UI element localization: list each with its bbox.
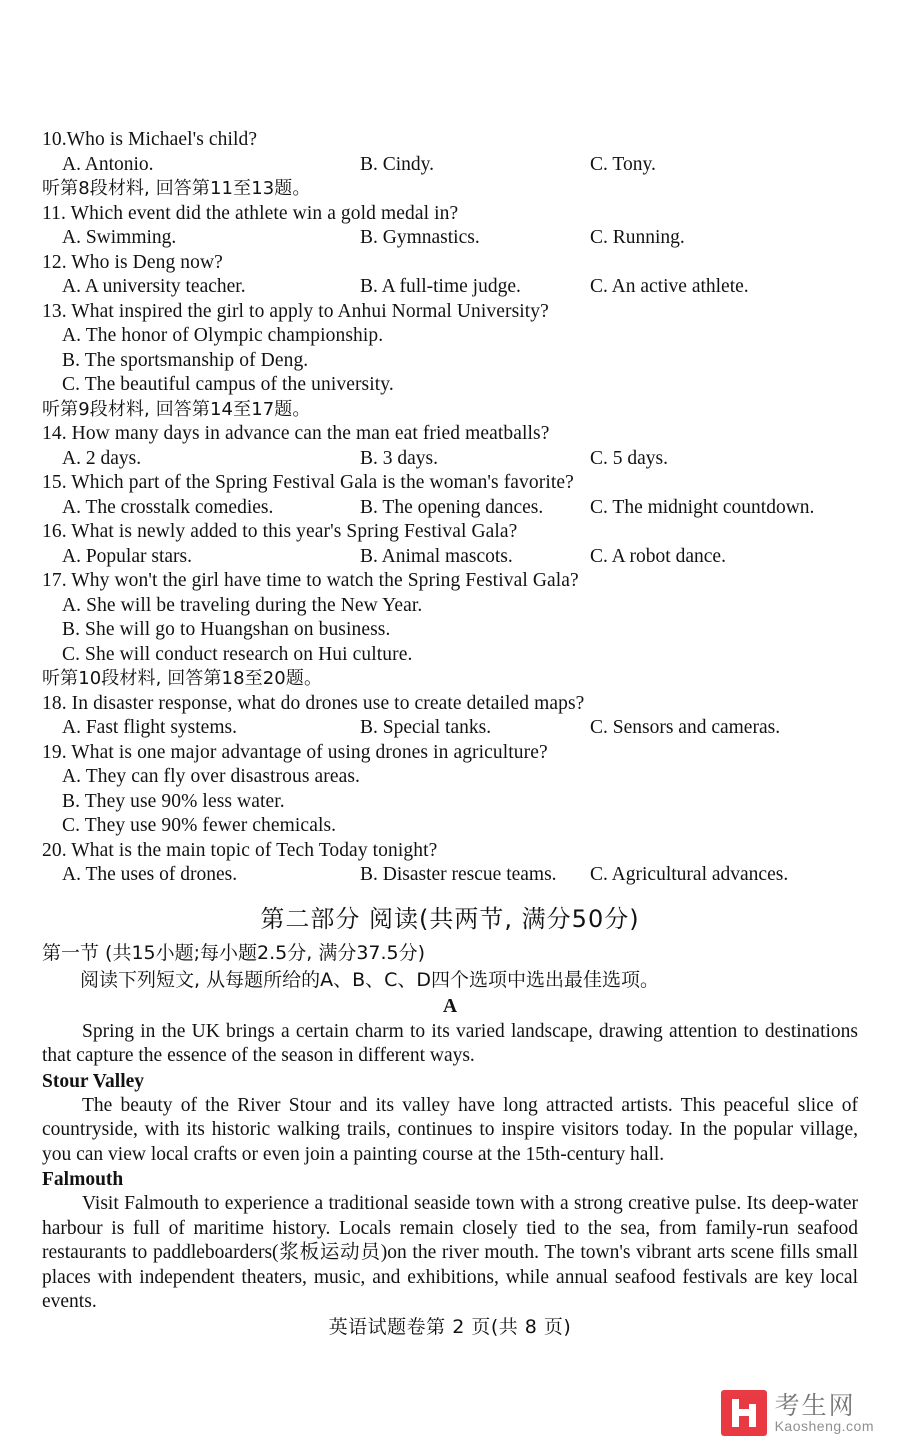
- option-a[interactable]: A. 2 days.: [62, 447, 142, 469]
- option-b[interactable]: B. Cindy.: [360, 153, 435, 175]
- question-16-stem: 16. What is newly added to this year's Spring Festival Gala?: [42, 521, 518, 542]
- question-11-stem: 11. Which event did the athlete win a gold medal in?: [42, 202, 459, 224]
- falmouth-body: Visit Falmouth to experience a traditional seaside town with a strong creative pulse. Its deep-water harbour is full of maritime history. Locals remain closely tied to the sea, from family-run seafood restaurants to paddleboarders(浆板运动员)on the river mouth. The town's vibrant arts scene fills small places with independent theaters, music, and exhibitions, while annual seafood festivals are key local events.: [42, 1193, 858, 1312]
- option-c[interactable]: C. Tony.: [590, 153, 656, 175]
- question-19-option-a[interactable]: A. They can fly over disastrous areas.: [62, 766, 361, 787]
- reading-instruction: 阅读下列短文, 从每题所给的A、B、C、D四个选项中选出最佳选项。: [80, 968, 660, 991]
- option-b[interactable]: B. Animal mascots.: [360, 545, 513, 567]
- question-10-stem: 10.Who is Michael's child?: [42, 129, 258, 150]
- question-15-stem: 15. Which part of the Spring Festival Gala is the woman's favorite?: [42, 472, 574, 493]
- watermark-english-text: Kaosheng.com: [774, 1417, 874, 1434]
- question-16-options: [42, 545, 858, 570]
- option-c[interactable]: C. Sensors and cameras.: [590, 717, 781, 738]
- option-a[interactable]: A. The crosstalk comedies.: [62, 496, 274, 518]
- question-13-option-a[interactable]: A. The honor of Olympic championship.: [62, 325, 384, 346]
- option-a[interactable]: A. The uses of drones.: [62, 864, 238, 885]
- passage-letter-a: A: [442, 995, 458, 1017]
- listening-direction-8: 听第8段材料, 回答第11至13题。: [42, 178, 311, 199]
- watermark-chinese-text: 考生网: [774, 1390, 856, 1420]
- option-a[interactable]: A. A university teacher.: [62, 276, 246, 297]
- falmouth-heading: Falmouth: [42, 1169, 124, 1190]
- question-17-option-b[interactable]: B. She will go to Huangshan on business.: [62, 619, 391, 640]
- listening-direction-9: 听第9段材料, 回答第14至17题。: [42, 398, 311, 420]
- option-b[interactable]: B. The opening dances.: [360, 496, 544, 518]
- option-c[interactable]: C. The midnight countdown.: [590, 496, 815, 518]
- option-c[interactable]: C. An active athlete.: [590, 276, 749, 297]
- question-17-option-a[interactable]: A. She will be traveling during the New Year.: [62, 594, 423, 616]
- option-b[interactable]: B. A full-time judge.: [360, 276, 521, 297]
- question-17-stem: 17. Why won't the girl have time to watch the Spring Festival Gala?: [42, 570, 579, 591]
- question-12-stem: 12. Who is Deng now?: [42, 251, 223, 273]
- option-b[interactable]: B. 3 days.: [360, 447, 438, 469]
- page-footer: 英语试题卷第 2 页(共 8 页): [328, 1316, 572, 1338]
- question-11-options: [42, 226, 858, 251]
- question-10-options: [42, 153, 858, 178]
- question-19-stem: 19. What is one major advantage of using drones in agriculture?: [42, 741, 548, 763]
- stour-valley-body: The beauty of the River Stour and its valley have long attracted artists. This peaceful slice of countryside, with its historic walking trails, continues to inspire visitors today. In the popular village, you can view local crafts or even join a painting course at the 15th-century hall.: [42, 1094, 858, 1165]
- watermark-logo-icon: [721, 1390, 767, 1436]
- question-13-stem: 13. What inspired the girl to apply to Anhui Normal University?: [42, 300, 549, 322]
- question-19-option-c[interactable]: C. They use 90% fewer chemicals.: [62, 815, 337, 836]
- question-17-option-c[interactable]: C. She will conduct research on Hui culture.: [62, 643, 413, 665]
- option-c[interactable]: C. Agricultural advances.: [590, 864, 789, 885]
- passage-intro: Spring in the UK brings a certain charm to its varied landscape, drawing attention to destinations that capture the essence of the season in different ways.: [42, 1020, 858, 1066]
- stour-valley-heading: Stour Valley: [42, 1070, 145, 1092]
- option-b[interactable]: B. Gymnastics.: [360, 227, 480, 248]
- option-c[interactable]: C. 5 days.: [590, 447, 668, 469]
- question-13-option-b[interactable]: B. The sportsmanship of Deng.: [62, 349, 309, 371]
- question-18-stem: 18. In disaster response, what do drones use to create detailed maps?: [42, 692, 585, 714]
- question-15-options: [42, 496, 858, 521]
- option-a[interactable]: A. Antonio.: [62, 153, 154, 175]
- watermark: [721, 1390, 874, 1436]
- question-12-options: [42, 275, 858, 300]
- option-a[interactable]: A. Swimming.: [62, 227, 177, 248]
- option-b[interactable]: B. Special tanks.: [360, 717, 492, 738]
- question-18-options: [42, 716, 858, 741]
- question-14-options: [42, 447, 858, 472]
- question-20-stem: 20. What is the main topic of Tech Today tonight?: [42, 839, 438, 861]
- question-13-option-c[interactable]: C. The beautiful campus of the university.: [62, 374, 394, 395]
- option-c[interactable]: C. A robot dance.: [590, 545, 726, 567]
- question-20-options: [42, 863, 858, 888]
- listening-direction-10: 听第10段材料, 回答第18至20题。: [42, 668, 323, 689]
- option-a[interactable]: A. Fast flight systems.: [62, 717, 237, 738]
- option-a[interactable]: A. Popular stars.: [62, 545, 192, 567]
- option-c[interactable]: C. Running.: [590, 227, 685, 248]
- part-two-title: 第二部分 阅读(共两节, 满分50分): [260, 904, 640, 933]
- question-14-stem: 14. How many days in advance can the man eat fried meatballs?: [42, 423, 550, 444]
- option-b[interactable]: B. Disaster rescue teams.: [360, 864, 557, 885]
- section-one-label: 第一节 (共15小题;每小题2.5分, 满分37.5分): [42, 941, 426, 964]
- question-19-option-b[interactable]: B. They use 90% less water.: [62, 790, 285, 812]
